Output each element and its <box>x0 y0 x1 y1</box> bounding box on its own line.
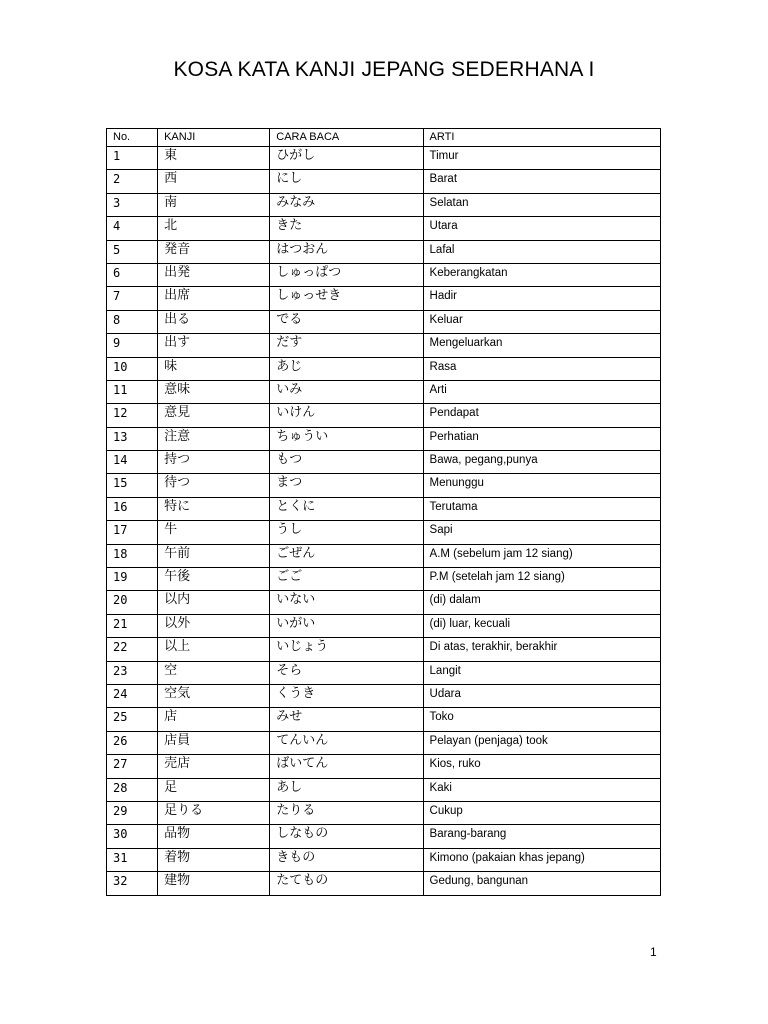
table-row <box>107 778 661 801</box>
row-kanji: 意見 <box>158 404 270 427</box>
row-meaning: Keluar <box>423 310 660 333</box>
row-number: 5 <box>107 240 158 263</box>
row-reading: いじょう <box>270 638 423 661</box>
row-meaning: Timur <box>423 147 660 170</box>
row-reading: もつ <box>270 451 423 474</box>
row-reading: ばいてん <box>270 755 423 778</box>
table-row <box>107 497 661 520</box>
row-number: 29 <box>107 801 158 824</box>
row-number: 32 <box>107 872 158 895</box>
vocabulary-table <box>106 128 661 896</box>
row-number: 27 <box>107 755 158 778</box>
row-kanji: 出発 <box>158 263 270 286</box>
row-kanji: 持つ <box>158 451 270 474</box>
row-reading: だす <box>270 334 423 357</box>
row-number: 8 <box>107 310 158 333</box>
row-number: 14 <box>107 451 158 474</box>
header-reading: CARA BACA <box>270 129 423 147</box>
row-reading: きた <box>270 217 423 240</box>
row-number: 6 <box>107 263 158 286</box>
table-row <box>107 872 661 895</box>
row-number: 20 <box>107 591 158 614</box>
row-reading: まつ <box>270 474 423 497</box>
table-row <box>107 708 661 731</box>
row-number: 10 <box>107 357 158 380</box>
row-kanji: 牛 <box>158 521 270 544</box>
row-number: 2 <box>107 170 158 193</box>
row-kanji: 店員 <box>158 731 270 754</box>
row-number: 13 <box>107 427 158 450</box>
row-number: 23 <box>107 661 158 684</box>
row-meaning: Pelayan (penjaga) took <box>423 731 660 754</box>
row-meaning: Arti <box>423 380 660 403</box>
row-kanji: 建物 <box>158 872 270 895</box>
page-number: 1 <box>650 945 657 959</box>
row-meaning: Di atas, terakhir, berakhir <box>423 638 660 661</box>
row-meaning: Langit <box>423 661 660 684</box>
table-row <box>107 147 661 170</box>
row-number: 12 <box>107 404 158 427</box>
row-number: 28 <box>107 778 158 801</box>
table-row <box>107 544 661 567</box>
table-row <box>107 474 661 497</box>
row-reading: いない <box>270 591 423 614</box>
table-row <box>107 848 661 871</box>
table-row <box>107 801 661 824</box>
row-kanji: 特に <box>158 497 270 520</box>
row-meaning: Kimono (pakaian khas jepang) <box>423 848 660 871</box>
table-row <box>107 334 661 357</box>
table-row <box>107 357 661 380</box>
row-meaning: Utara <box>423 217 660 240</box>
row-kanji: 品物 <box>158 825 270 848</box>
page-title: KOSA KATA KANJI JEPANG SEDERHANA I <box>173 58 595 81</box>
row-number: 24 <box>107 684 158 707</box>
row-kanji: 注意 <box>158 427 270 450</box>
table-row <box>107 731 661 754</box>
row-meaning: Kaki <box>423 778 660 801</box>
row-meaning: Selatan <box>423 193 660 216</box>
row-reading: みせ <box>270 708 423 731</box>
row-meaning: Menunggu <box>423 474 660 497</box>
row-kanji: 出す <box>158 334 270 357</box>
row-kanji: 足 <box>158 778 270 801</box>
row-number: 7 <box>107 287 158 310</box>
row-meaning: A.M (sebelum jam 12 siang) <box>423 544 660 567</box>
row-number: 31 <box>107 848 158 871</box>
row-meaning: Cukup <box>423 801 660 824</box>
row-kanji: 着物 <box>158 848 270 871</box>
row-meaning: Mengeluarkan <box>423 334 660 357</box>
table-row <box>107 193 661 216</box>
table-body <box>107 147 661 896</box>
row-reading: そら <box>270 661 423 684</box>
table-row <box>107 263 661 286</box>
row-kanji: 味 <box>158 357 270 380</box>
table-row <box>107 404 661 427</box>
row-number: 21 <box>107 614 158 637</box>
row-number: 11 <box>107 380 158 403</box>
row-number: 1 <box>107 147 158 170</box>
row-meaning: Hadir <box>423 287 660 310</box>
row-reading: ごご <box>270 568 423 591</box>
table-row <box>107 614 661 637</box>
table-row <box>107 521 661 544</box>
row-kanji: 空気 <box>158 684 270 707</box>
row-meaning: (di) luar, kecuali <box>423 614 660 637</box>
row-meaning: Barang-barang <box>423 825 660 848</box>
row-reading: ごぜん <box>270 544 423 567</box>
row-number: 9 <box>107 334 158 357</box>
header-kanji: KANJI <box>158 129 270 147</box>
row-meaning: Bawa, pegang,punya <box>423 451 660 474</box>
row-kanji: 待つ <box>158 474 270 497</box>
table-row <box>107 568 661 591</box>
row-kanji: 発音 <box>158 240 270 263</box>
row-kanji: 以上 <box>158 638 270 661</box>
row-reading: とくに <box>270 497 423 520</box>
table-row <box>107 755 661 778</box>
table-row <box>107 287 661 310</box>
table-row <box>107 380 661 403</box>
row-meaning: P.M (setelah jam 12 siang) <box>423 568 660 591</box>
row-meaning: Terutama <box>423 497 660 520</box>
row-reading: あじ <box>270 357 423 380</box>
row-reading: あし <box>270 778 423 801</box>
row-meaning: Rasa <box>423 357 660 380</box>
row-number: 19 <box>107 568 158 591</box>
table-row <box>107 591 661 614</box>
row-meaning: Gedung, bangunan <box>423 872 660 895</box>
row-meaning: Udara <box>423 684 660 707</box>
row-number: 15 <box>107 474 158 497</box>
row-number: 25 <box>107 708 158 731</box>
row-meaning: Sapi <box>423 521 660 544</box>
header-meaning: ARTI <box>423 129 660 147</box>
row-meaning: Barat <box>423 170 660 193</box>
row-kanji: 北 <box>158 217 270 240</box>
row-kanji: 意味 <box>158 380 270 403</box>
table-row <box>107 310 661 333</box>
row-kanji: 以外 <box>158 614 270 637</box>
table-row <box>107 661 661 684</box>
row-reading: はつおん <box>270 240 423 263</box>
row-reading: くうき <box>270 684 423 707</box>
row-reading: いみ <box>270 380 423 403</box>
row-reading: しなもの <box>270 825 423 848</box>
row-reading: ひがし <box>270 147 423 170</box>
row-reading: たりる <box>270 801 423 824</box>
row-reading: しゅっぱつ <box>270 263 423 286</box>
row-reading: いがい <box>270 614 423 637</box>
header-no: No. <box>107 129 158 147</box>
row-number: 3 <box>107 193 158 216</box>
row-kanji: 東 <box>158 147 270 170</box>
row-meaning: Perhatian <box>423 427 660 450</box>
row-reading: しゅっせき <box>270 287 423 310</box>
row-reading: にし <box>270 170 423 193</box>
row-meaning: Toko <box>423 708 660 731</box>
row-reading: きもの <box>270 848 423 871</box>
row-number: 30 <box>107 825 158 848</box>
row-reading: みなみ <box>270 193 423 216</box>
row-kanji: 出席 <box>158 287 270 310</box>
row-number: 18 <box>107 544 158 567</box>
row-meaning: Keberangkatan <box>423 263 660 286</box>
row-kanji: 店 <box>158 708 270 731</box>
row-kanji: 南 <box>158 193 270 216</box>
table-row <box>107 170 661 193</box>
row-meaning: Kios, ruko <box>423 755 660 778</box>
row-number: 17 <box>107 521 158 544</box>
row-reading: てんいん <box>270 731 423 754</box>
row-number: 4 <box>107 217 158 240</box>
row-number: 26 <box>107 731 158 754</box>
row-kanji: 売店 <box>158 755 270 778</box>
table-row <box>107 638 661 661</box>
row-meaning: Lafal <box>423 240 660 263</box>
table-row <box>107 240 661 263</box>
table-row <box>107 427 661 450</box>
table-row <box>107 217 661 240</box>
row-meaning: Pendapat <box>423 404 660 427</box>
row-number: 16 <box>107 497 158 520</box>
row-kanji: 午後 <box>158 568 270 591</box>
row-reading: いけん <box>270 404 423 427</box>
row-reading: ちゅうい <box>270 427 423 450</box>
row-reading: でる <box>270 310 423 333</box>
row-kanji: 空 <box>158 661 270 684</box>
row-kanji: 以内 <box>158 591 270 614</box>
row-kanji: 午前 <box>158 544 270 567</box>
row-reading: うし <box>270 521 423 544</box>
table-row <box>107 684 661 707</box>
row-kanji: 出る <box>158 310 270 333</box>
row-reading: たてもの <box>270 872 423 895</box>
table-header-row <box>107 129 661 147</box>
row-kanji: 足りる <box>158 801 270 824</box>
table-row <box>107 825 661 848</box>
row-number: 22 <box>107 638 158 661</box>
row-kanji: 西 <box>158 170 270 193</box>
table-row <box>107 451 661 474</box>
row-meaning: (di) dalam <box>423 591 660 614</box>
